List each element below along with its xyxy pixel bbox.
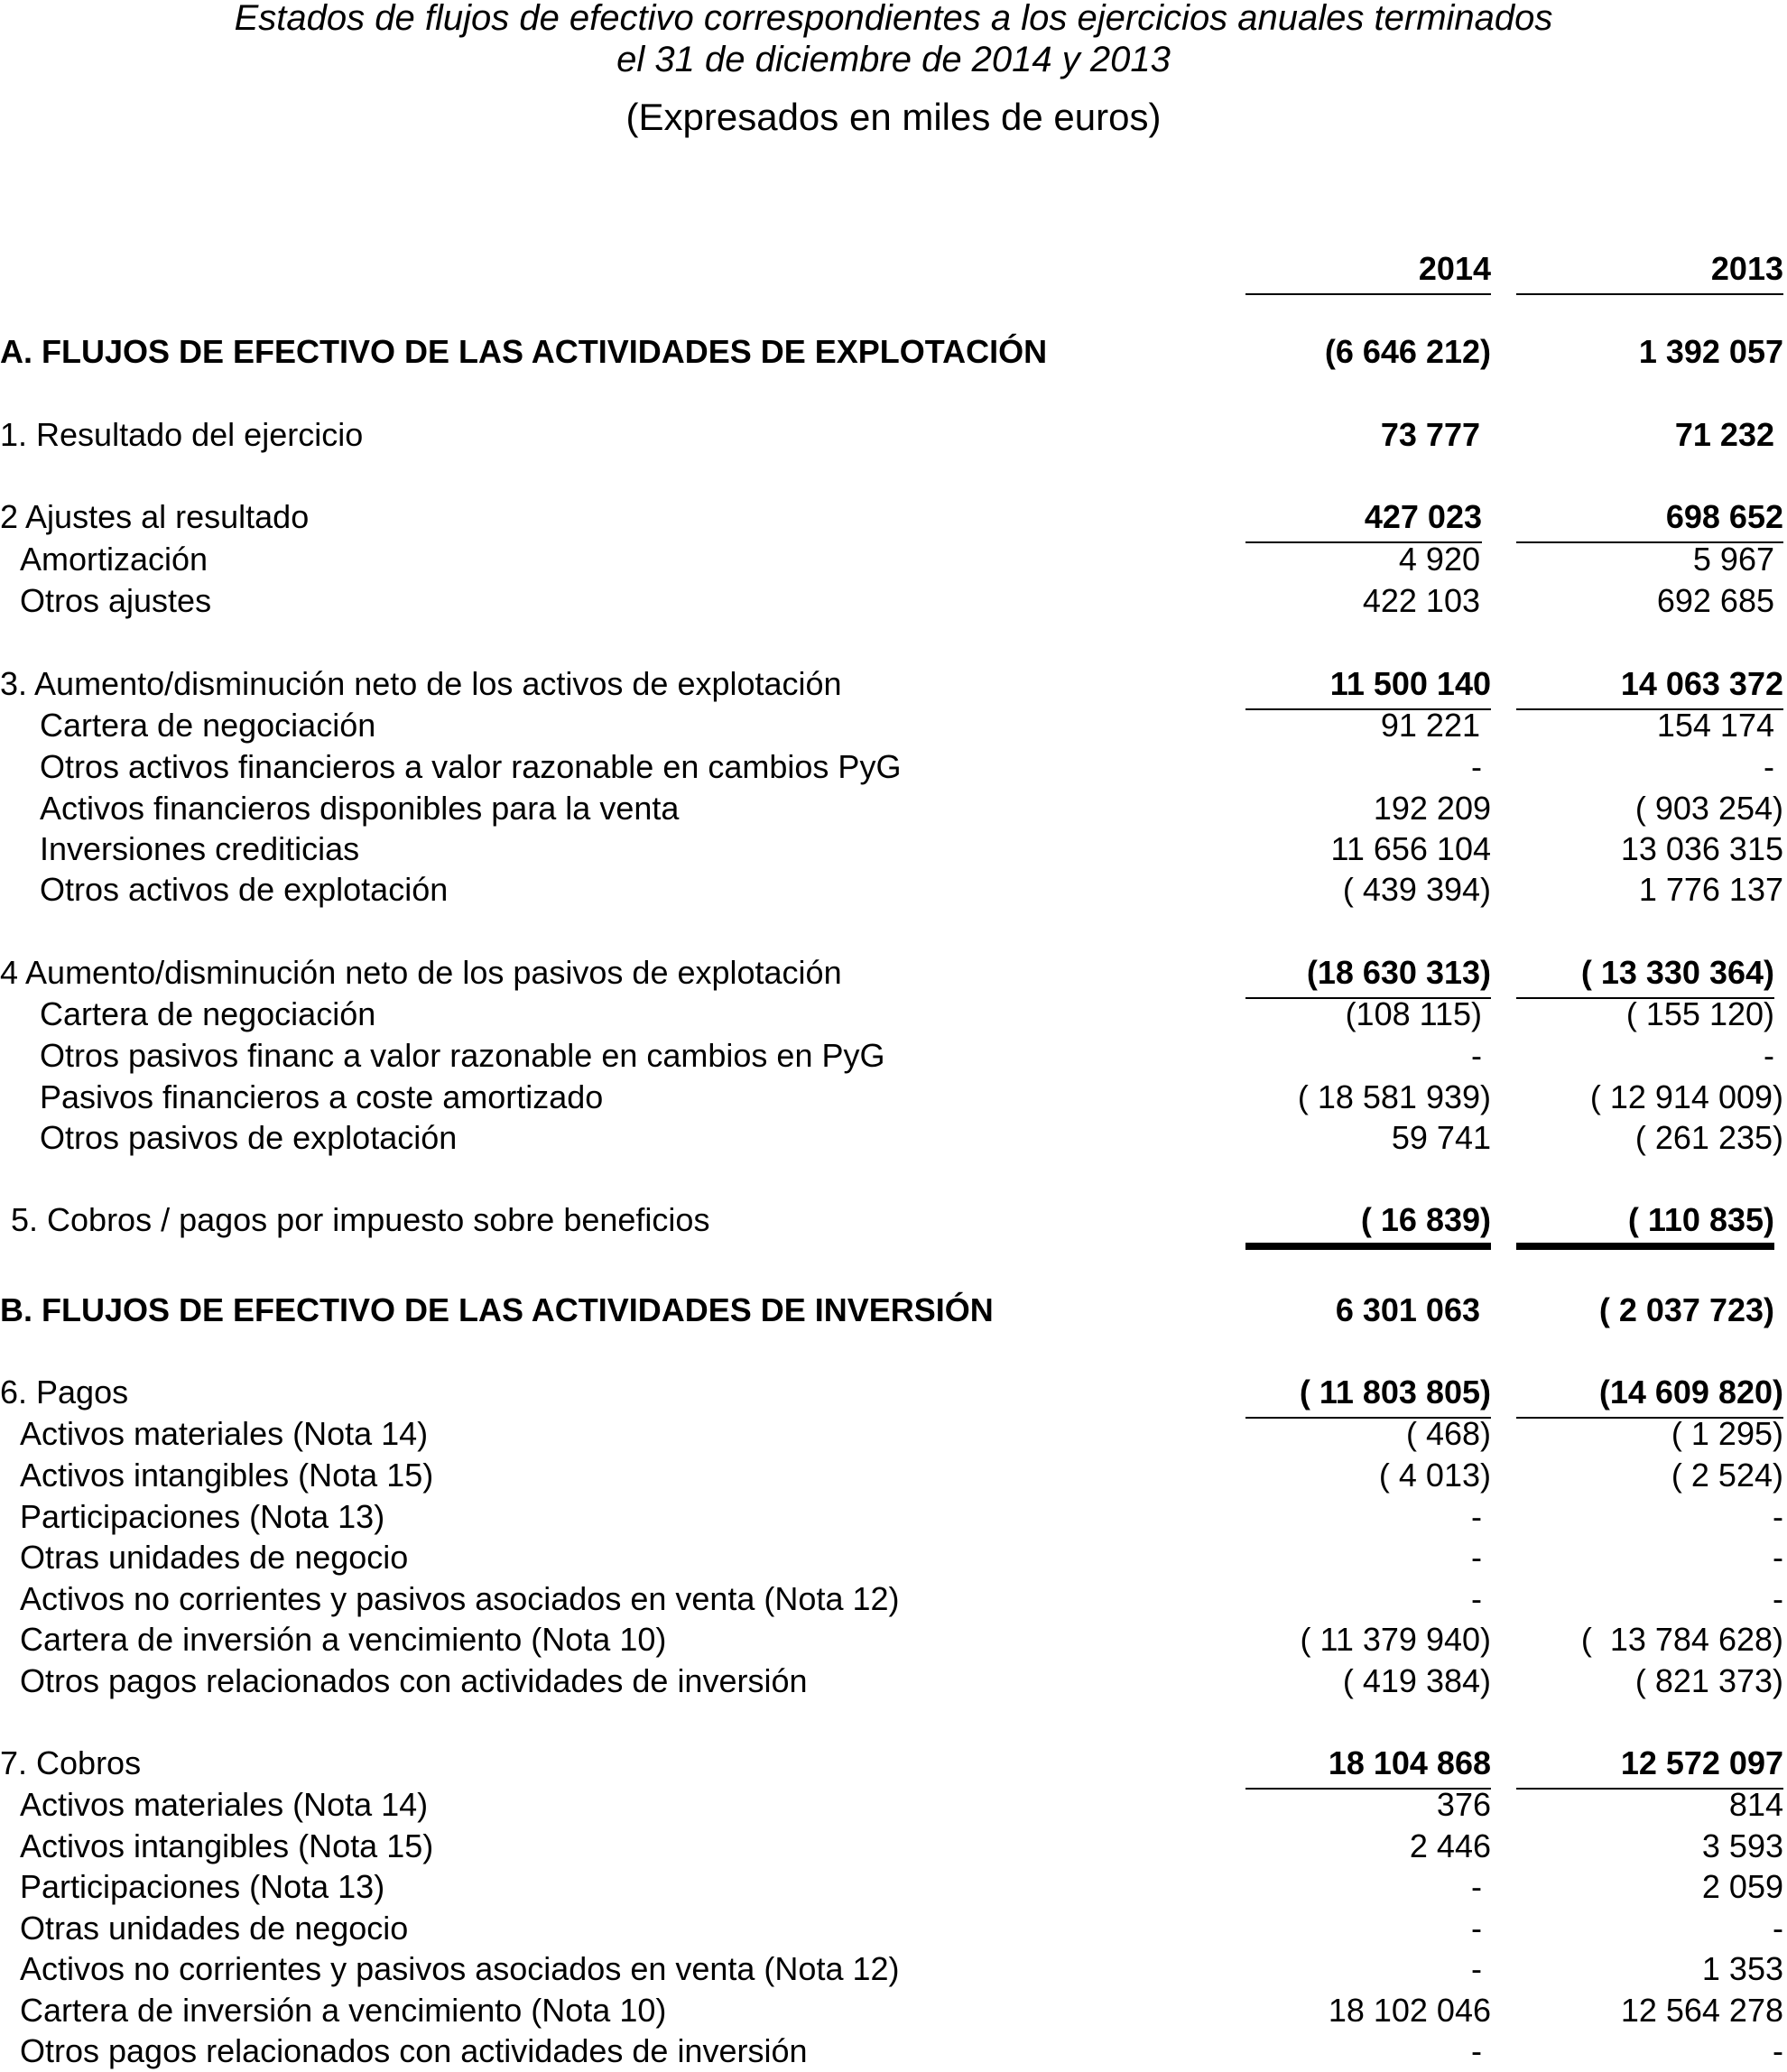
row-label: Cartera de negociación	[40, 707, 376, 744]
row-label: 5. Cobros / pagos por impuesto sobre beneficios	[11, 1201, 710, 1238]
value-2014: 18 102 046	[1328, 1992, 1491, 2029]
value-2013: 692 685	[1656, 582, 1774, 619]
row-label: Otros pagos relacionados con actividades de inversión	[20, 1662, 808, 1699]
value-2014: 73 777	[1380, 416, 1480, 453]
column-header-2013: 2013	[1516, 248, 1783, 290]
value-2014: ( 439 394)	[1342, 871, 1491, 908]
value-2013: -	[1773, 1498, 1783, 1535]
row-label: Otras unidades de negocio	[20, 1910, 409, 1947]
row-label: 7. Cobros	[0, 1744, 142, 1781]
value-2013: -	[1764, 1037, 1774, 1074]
row-label: 4 Aumento/disminución neto de los pasivos de explotación	[0, 954, 842, 991]
value-2014: 422 103	[1362, 582, 1480, 619]
value-2014: ( 468)	[1405, 1415, 1491, 1452]
table-row	[0, 1743, 1787, 1784]
value-2013: 3 593	[1701, 1827, 1783, 1864]
table-row	[0, 1290, 1787, 1331]
table-row	[0, 1199, 1787, 1241]
row-label: 3. Aumento/disminución neto de los activos de explotación	[0, 665, 842, 702]
table-row	[0, 1908, 1787, 1949]
row-label: Otros activos financieros a valor razonable en cambios PyG	[40, 748, 902, 785]
row-label: Activos no corrientes y pasivos asociados en venta (Nota 12)	[20, 1580, 900, 1617]
table-row	[0, 496, 1787, 538]
value-2013: ( 2 037 723)	[1598, 1291, 1774, 1328]
row-label: Cartera de negociación	[40, 995, 376, 1032]
value-2013: -	[1773, 2032, 1783, 2069]
row-label: Amortización	[20, 541, 208, 578]
row-label: Activos financieros disponibles para la venta	[40, 790, 680, 827]
table-row	[0, 1866, 1787, 1908]
value-2013: ( 12 914 009)	[1589, 1078, 1783, 1115]
row-label: Otras unidades de negocio	[20, 1539, 409, 1576]
value-2013: ( 1 295)	[1671, 1415, 1783, 1452]
row-label: Activos materiales (Nota 14)	[20, 1786, 429, 1823]
table-row	[0, 1784, 1787, 1826]
table-row	[0, 414, 1787, 456]
value-2013: 71 232	[1674, 416, 1774, 453]
value-2014: 18 104 868	[1245, 1743, 1491, 1784]
row-label: Participaciones (Nota 13)	[20, 1498, 385, 1535]
row-label: Cartera de inversión a vencimiento (Nota 10)	[20, 1621, 667, 1658]
value-2013: ( 13 784 628)	[1580, 1621, 1783, 1658]
row-label: Otros ajustes	[20, 582, 212, 619]
row-label: Otros pasivos de explotación	[40, 1119, 458, 1156]
table-row	[0, 663, 1787, 705]
row-label: Activos intangibles (Nota 15)	[20, 1827, 434, 1864]
value-2014: ( 16 839)	[1245, 1199, 1491, 1241]
row-label: Activos materiales (Nota 14)	[20, 1415, 429, 1452]
value-2013: (14 609 820)	[1516, 1372, 1783, 1413]
value-2013: 1 353	[1701, 1950, 1783, 1987]
table-row	[0, 331, 1787, 373]
row-label: Participaciones (Nota 13)	[20, 1868, 385, 1905]
value-2013: 814	[1728, 1786, 1783, 1823]
value-2013: 5 967	[1692, 541, 1774, 578]
value-2013: ( 261 235)	[1634, 1119, 1783, 1156]
table-row	[0, 1455, 1787, 1496]
table-row	[0, 1826, 1787, 1867]
value-2014: (108 115)	[1345, 995, 1482, 1032]
value-2014: -	[1471, 1498, 1482, 1535]
table-row	[0, 1660, 1787, 1702]
value-2013: 154 174	[1656, 707, 1774, 744]
value-2013: ( 2 524)	[1671, 1457, 1783, 1494]
document-subtitle: (Expresados en miles de euros)	[625, 96, 1162, 138]
table-row	[0, 869, 1787, 911]
row-label: Pasivos financieros a coste amortizado	[40, 1078, 604, 1115]
value-2013: -	[1773, 1910, 1783, 1947]
row-label: B. FLUJOS DE EFECTIVO DE LAS ACTIVIDADES DE INVERSIÓN	[0, 1291, 994, 1328]
value-2014: ( 11 803 805)	[1245, 1372, 1491, 1413]
value-2013: ( 110 835)	[1516, 1199, 1774, 1241]
value-2013: 12 564 278	[1620, 1992, 1783, 2029]
table-row	[0, 994, 1787, 1035]
table-row	[0, 1578, 1787, 1620]
value-2014: -	[1471, 1037, 1482, 1074]
row-label: Otros pagos relacionados con actividades de inversión	[20, 2032, 808, 2069]
row-label: Otros pasivos financ a valor razonable en cambios en PyG	[40, 1037, 885, 1074]
value-2013: -	[1764, 748, 1774, 785]
value-2013: 14 063 372	[1516, 663, 1783, 705]
value-2013: ( 903 254)	[1634, 790, 1783, 827]
value-2014: (6 646 212)	[1324, 333, 1491, 370]
value-2013: ( 13 330 364)	[1516, 952, 1774, 994]
value-2014: (18 630 313)	[1245, 952, 1491, 994]
value-2014: -	[1471, 1868, 1482, 1905]
table-row	[0, 1496, 1787, 1538]
value-2014: 11 500 140	[1245, 663, 1491, 705]
value-2014: 4 920	[1398, 541, 1480, 578]
row-label: Activos intangibles (Nota 15)	[20, 1457, 434, 1494]
row-label: 1. Resultado del ejercicio	[0, 416, 364, 453]
value-2014: ( 18 581 939)	[1297, 1078, 1491, 1115]
document-title-line-1: Estados de flujos de efectivo correspondientes a los ejercicios anuales terminados	[234, 0, 1553, 38]
row-label: Otros activos de explotación	[40, 871, 449, 908]
table-row	[0, 1619, 1787, 1660]
value-2014: 6 301 063	[1335, 1291, 1480, 1328]
value-2014: 376	[1436, 1786, 1491, 1823]
value-2014: -	[1471, 1950, 1482, 1987]
table-row	[0, 705, 1787, 746]
value-2013: ( 155 120)	[1625, 995, 1774, 1032]
value-2013: 2 059	[1701, 1868, 1783, 1905]
value-2014: 59 741	[1391, 1119, 1491, 1156]
value-2014: 427 023	[1245, 496, 1482, 538]
table-row	[0, 788, 1787, 829]
value-2014: -	[1471, 1910, 1482, 1947]
table-row	[0, 1537, 1787, 1578]
table-row	[0, 1948, 1787, 1990]
value-2013: 1 776 137	[1638, 871, 1783, 908]
row-label: Inversiones crediticias	[40, 830, 360, 867]
value-2014: -	[1471, 1539, 1482, 1576]
table-row	[0, 952, 1787, 994]
row-label: A. FLUJOS DE EFECTIVO DE LAS ACTIVIDADES DE EXPLOTACIÓN	[0, 333, 1048, 370]
column-header-row	[0, 248, 1787, 290]
value-2014: ( 419 384)	[1342, 1662, 1491, 1699]
table-row	[0, 1077, 1787, 1118]
value-2014: -	[1471, 2032, 1482, 2069]
value-2014: ( 11 379 940)	[1300, 1621, 1491, 1658]
table-row	[0, 580, 1787, 622]
value-2014: 91 221	[1380, 707, 1480, 744]
value-2014: 11 656 104	[1330, 830, 1491, 867]
value-2013: ( 821 373)	[1634, 1662, 1783, 1699]
value-2014: 192 209	[1373, 790, 1491, 827]
table-row	[0, 539, 1787, 580]
table-row	[0, 1990, 1787, 2031]
value-2014: 2 446	[1409, 1827, 1491, 1864]
row-label: 6. Pagos	[0, 1374, 129, 1411]
value-2013: 13 036 315	[1620, 830, 1783, 867]
value-2013: 1 392 057	[1638, 333, 1783, 370]
value-2013: -	[1773, 1539, 1783, 1576]
table-row	[0, 1372, 1787, 1413]
table-row	[0, 746, 1787, 788]
table-row	[0, 1035, 1787, 1077]
document-title-line-2: el 31 de diciembre de 2014 y 2013	[616, 40, 1171, 79]
table-row	[0, 1117, 1787, 1159]
value-2014: -	[1471, 1580, 1482, 1617]
row-label: Cartera de inversión a vencimiento (Nota 10)	[20, 1992, 667, 2029]
table-row	[0, 1413, 1787, 1455]
table-row	[0, 2030, 1787, 2072]
value-2013: 698 652	[1516, 496, 1783, 538]
value-2014: ( 4 013)	[1378, 1457, 1491, 1494]
row-label: 2 Ajustes al resultado	[0, 498, 310, 535]
row-label: Activos no corrientes y pasivos asociados en venta (Nota 12)	[20, 1950, 900, 1987]
value-2014: -	[1471, 748, 1482, 785]
value-2013: 12 572 097	[1516, 1743, 1783, 1784]
table-row	[0, 828, 1787, 870]
value-2013: -	[1773, 1580, 1783, 1617]
column-header-2014: 2014	[1245, 248, 1491, 290]
